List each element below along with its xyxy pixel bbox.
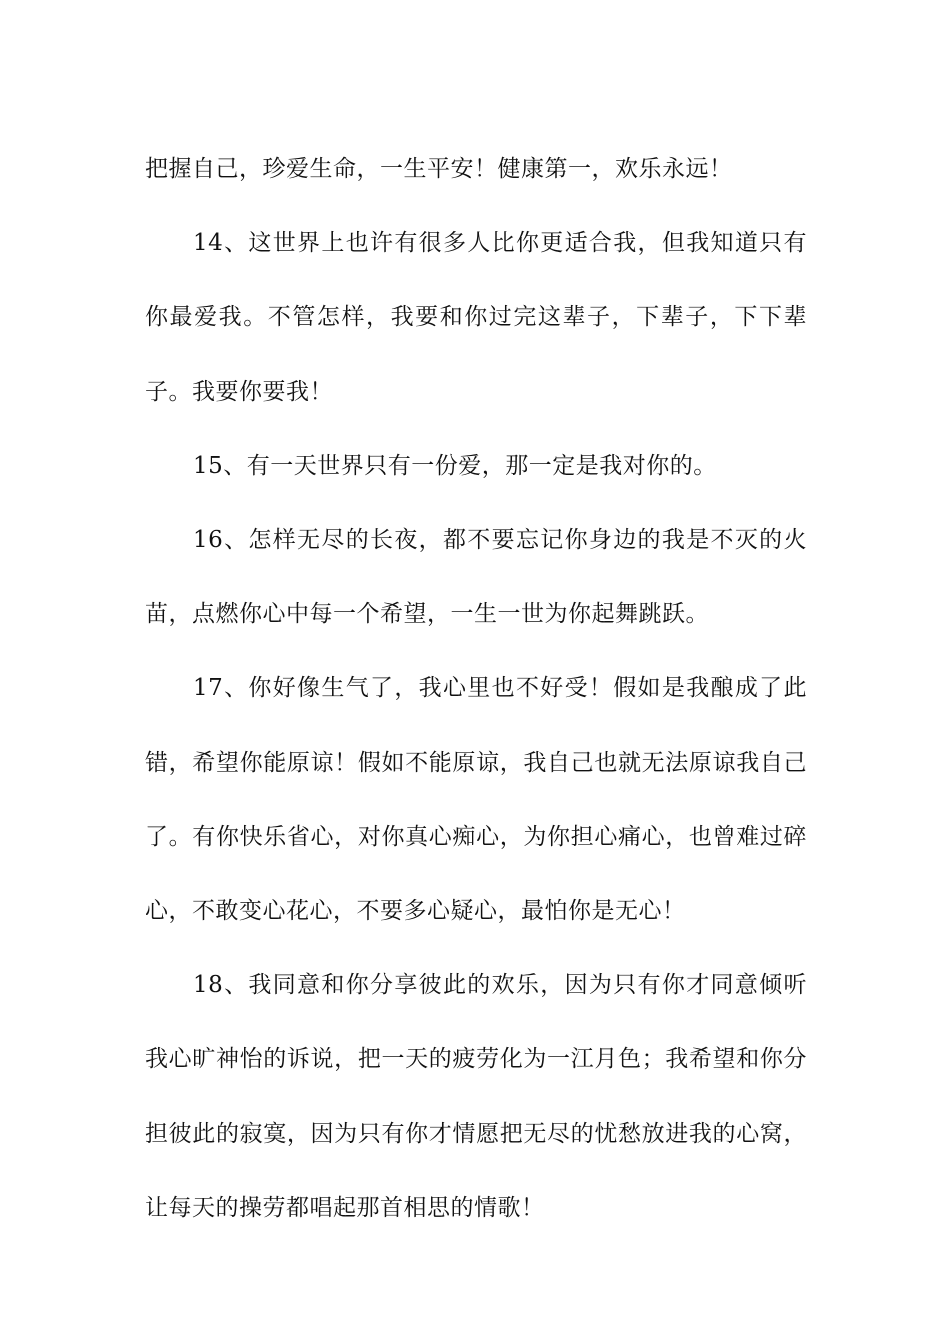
- document-body: [145, 132, 807, 1245]
- paragraph-continuation: 把握自己，珍爱生命，一生平安！健康第一，欢乐永远！: [145, 156, 733, 182]
- paragraph-16: 16、怎样无尽的长夜，都不要忘记你身边的我是不灭的火苗，点燃你心中每一个希望，一生一世为你起舞跳跃。: [145, 527, 807, 628]
- paragraph-14: 14、这世界上也许有很多人比你更适合我，但我知道只有你最爱我。不管怎样，我要和你过完这辈子，下辈子，下下辈子。我要你要我！: [145, 230, 807, 405]
- paragraph-18: 18、我同意和你分享彼此的欢乐，因为只有你才同意倾听我心旷神怡的诉说，把一天的疲劳化为一江月色；我希望和你分担彼此的寂寞，因为只有你才情愿把无尽的忧愁放进我的心窝，让每天的操劳都唱起那首相思的情歌！: [145, 972, 807, 1221]
- paragraph-15: 15、有一天世界只有一份爱，那一定是我对你的。: [193, 452, 717, 479]
- paragraph-17: 17、你好像生气了，我心里也不好受！假如是我酿成了此错，希望你能原谅！假如不能原谅，我自己也就无法原谅我自己了。有你快乐省心，对你真心痴心，为你担心痛心，也曾难过碎心，不敢变心花心，不要多心疑心，最怕你是无心！: [145, 675, 807, 925]
